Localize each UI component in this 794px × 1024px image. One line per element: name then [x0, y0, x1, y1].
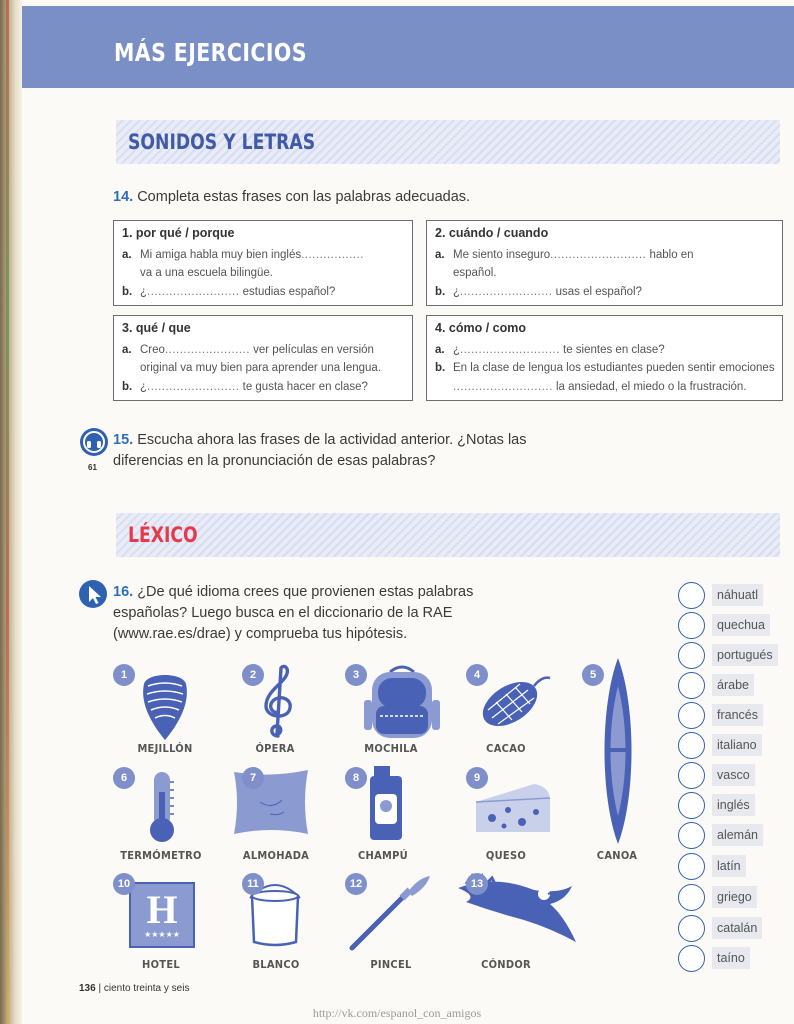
language-option[interactable]: vasco: [678, 762, 788, 788]
answer-circle[interactable]: [678, 792, 705, 819]
answer-circle[interactable]: [678, 884, 705, 911]
picture-number-2: 2: [242, 664, 264, 686]
language-option[interactable]: francés: [678, 702, 788, 728]
picture-number-10: 10: [113, 873, 135, 895]
picture-caption-1: MEJILLÓN: [137, 742, 193, 755]
picture-caption-4: CACAO: [486, 742, 526, 755]
exercise-box-1: [113, 220, 413, 306]
language-option[interactable]: italiano: [678, 732, 788, 758]
language-option[interactable]: griego: [678, 884, 788, 910]
language-option[interactable]: catalán: [678, 915, 788, 941]
blank-field[interactable]: .................: [301, 249, 364, 261]
answer-circle[interactable]: [678, 672, 705, 699]
shampoo-icon: [364, 764, 408, 842]
blank-field[interactable]: ...........................: [460, 344, 560, 356]
answer-circle[interactable]: [678, 915, 705, 942]
watermark-url: http://vk.com/espanol_con_amigos: [312, 1006, 482, 1020]
picture-caption-2: ÓPERA: [255, 742, 295, 755]
picture-caption-8: CHAMPÚ: [357, 849, 408, 862]
sentence-a: a. ¿........................... te sientes en clase?: [435, 344, 665, 356]
instruction-text: Completa estas frases con las palabras adecuadas.: [137, 189, 471, 205]
headphones-icon[interactable]: [80, 428, 108, 456]
picture-caption-9: QUESO: [485, 849, 527, 862]
blank-field[interactable]: .......................: [164, 344, 250, 356]
cheese-icon: [474, 780, 554, 836]
canoe-icon: [596, 656, 640, 846]
picture-caption-5: CANOA: [596, 849, 638, 862]
language-option[interactable]: alemán: [678, 822, 788, 848]
picture-number-12: 12: [345, 873, 367, 895]
sentence-b: b. En la clase de lengua los estudiantes pueden sentir emociones: [435, 362, 775, 374]
blank-field[interactable]: .........................: [147, 381, 240, 393]
hotel-sign-letter: H: [146, 887, 178, 932]
box-heading: 3. qué / que: [122, 321, 191, 335]
picture-caption-7: ALMOHADA: [242, 849, 310, 862]
language-option[interactable]: portugués: [678, 642, 788, 668]
picture-number-7: 7: [242, 767, 264, 789]
section-bar-lexico: [116, 513, 780, 557]
exercise-box-3: [113, 315, 413, 401]
picture-number-8: 8: [345, 767, 367, 789]
backpack-icon: [362, 660, 442, 742]
page-footer: 136 | ciento treinta y seis: [79, 983, 190, 994]
blank-field[interactable]: .........................: [460, 286, 553, 298]
answer-circle[interactable]: [678, 642, 705, 669]
cursor-icon: [79, 580, 107, 608]
picture-number-3: 3: [345, 664, 367, 686]
language-option[interactable]: quechua: [678, 612, 788, 638]
exercise-14-instruction: [113, 187, 470, 208]
box-heading: 2. cuándo / cuando: [435, 226, 549, 240]
hotel-sign-stars: ★★★★★: [144, 930, 180, 939]
section-title-lexico: LÉXICO: [128, 523, 198, 547]
hotel-sign-icon: [129, 882, 195, 948]
mussel-icon: [130, 662, 200, 742]
picture-number-11: 11: [242, 873, 264, 895]
exercise-15-instruction: 15. Escucha ahora las frases de la actividad anterior. ¿Notas las diferencias en la pronunciación de esas palabras?: [113, 432, 527, 469]
sentence-a-cont: va a una escuela bilingüe.: [140, 267, 273, 279]
answer-circle[interactable]: [678, 702, 705, 729]
sentence-a: a. Mi amiga habla muy bien inglés.................: [122, 249, 364, 261]
page-number: 136: [79, 983, 96, 994]
exercise-number: 15.: [113, 432, 134, 448]
picture-caption-3: MOCHILA: [364, 742, 418, 755]
sentence-a: a. Creo....................... ver películas en versión: [122, 344, 374, 356]
exercise-16-instruction: 16. ¿De qué idioma crees que provienen estas palabras españolas? Luego busca en el diccionario de la RAE (www.rae.es/drae) y comprueba tus hipótesis.: [113, 584, 474, 642]
box-heading: 4. cómo / como: [435, 321, 526, 335]
answer-circle[interactable]: [678, 612, 705, 639]
answer-circle[interactable]: [678, 582, 705, 609]
sentence-b-cont: ........................... la ansiedad, el miedo o la frustración.: [453, 381, 747, 393]
picture-caption-6: TERMÓMETRO: [120, 849, 202, 862]
sentence-b: b. ¿......................... usas el español?: [435, 286, 642, 298]
picture-number-9: 9: [466, 767, 488, 789]
language-option[interactable]: inglés: [678, 792, 788, 818]
language-option[interactable]: latín: [678, 853, 788, 879]
sentence-a-cont: original va muy bien para aprender una lengua.: [140, 362, 382, 374]
picture-number-4: 4: [466, 664, 488, 686]
picture-number-6: 6: [113, 767, 135, 789]
picture-caption-10: HOTEL: [142, 958, 180, 971]
section-title-sonidos: SONIDOS Y LETRAS: [128, 130, 316, 154]
box-heading: 1. por qué / porque: [122, 226, 235, 240]
picture-caption-11: BLANCO: [252, 958, 300, 971]
picture-caption-12: PINCEL: [370, 958, 412, 971]
sentence-a-cont: español.: [453, 267, 497, 279]
answer-circle[interactable]: [678, 853, 705, 880]
exercise-box-2: [426, 220, 783, 306]
picture-caption-13: CÓNDOR: [481, 958, 531, 971]
language-option[interactable]: árabe: [678, 672, 788, 698]
blank-field[interactable]: .........................: [147, 286, 240, 298]
thermometer-icon: [142, 770, 182, 844]
answer-circle[interactable]: [678, 762, 705, 789]
sentence-b: b. ¿......................... te gusta hacer en clase?: [122, 381, 368, 393]
picture-number-13: 13: [466, 873, 488, 895]
blank-field[interactable]: ..........................: [550, 249, 647, 261]
picture-number-5: 5: [582, 664, 604, 686]
exercise-box-4: [426, 315, 783, 401]
blank-field[interactable]: ...........................: [453, 381, 553, 393]
page-title: MÁS EJERCICIOS: [114, 38, 307, 67]
answer-circle[interactable]: [678, 822, 705, 849]
language-option[interactable]: taíno: [678, 945, 788, 971]
language-option[interactable]: náhuatl: [678, 582, 788, 608]
track-number: 61: [88, 463, 97, 472]
header-banner: [22, 6, 794, 88]
sentence-a: a. Me siento inseguro.......................... hablo en: [435, 249, 694, 261]
picture-number-1: 1: [113, 664, 135, 686]
exercise-number: 16.: [113, 584, 134, 600]
answer-circle[interactable]: [678, 732, 705, 759]
sentence-b: b. ¿......................... estudias español?: [122, 286, 336, 298]
exercise-number: 14.: [113, 189, 134, 205]
section-bar-sonidos: [116, 120, 780, 164]
book-spine: [0, 0, 22, 1024]
answer-circle[interactable]: [678, 945, 705, 972]
page-number-words: ciento treinta y seis: [103, 983, 190, 994]
